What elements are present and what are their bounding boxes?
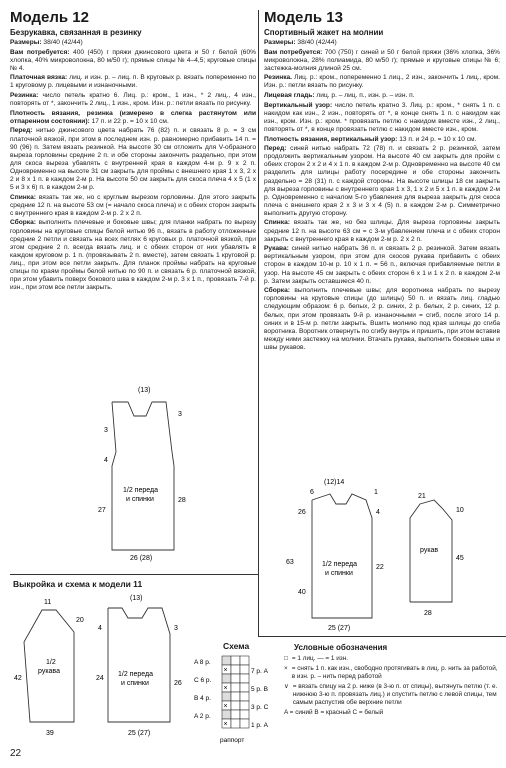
m11-left-measure-1: 4 xyxy=(98,625,102,632)
m12-label-1: 1/2 переда xyxy=(123,487,158,494)
m11-left-measure-2: 24 xyxy=(96,675,104,682)
column-divider xyxy=(258,10,259,636)
scheme-cell xyxy=(240,674,249,683)
m13-label-1: 1/2 переда xyxy=(322,561,357,568)
m13-right-measure-2: 4 xyxy=(376,509,380,516)
model-12-paragraph xyxy=(10,39,256,47)
model-13-subtitle: Спортивный жакет на молнии xyxy=(264,28,384,37)
model-13-paragraph xyxy=(264,74,500,90)
model-13-paragraph-lead: Сборка: xyxy=(264,287,290,295)
model-13-paragraph-lead: Вам потребуется: xyxy=(264,48,323,56)
page-number: 22 xyxy=(10,748,22,759)
model-12-paragraph-text: выполнить плечевые и боковые швы; для планки набрать по вырезу горловины на круговые спицы белой нитью 96 п., вязать в работу отложенные средние 2 петли и связать на всех петлях 6 круговых р. платочной вязкой, при этом средние 2 п. всегда вязать лиц. и с обеих сторон от них убавлять в каждом круговом р. 1 п. (провязывать 2 п. вместе), затем связать 1 круговой р. лиц., при этом все петли закрыть. Для планок проймы набрать на круговые спицы по краям проймы белой нитью по 90 п. и связать 6 р. платочной вязкой, при этом убавить поверх бокового шва в каждом 2-м р. 3 х 1 п., провязать 7-й р. изн., при этом все петли закрыть. xyxy=(10,219,256,292)
model-13-paragraph-lead: Резинка. xyxy=(264,74,293,82)
m11-sleeve-top: 11 xyxy=(44,599,52,606)
scheme-cell xyxy=(222,674,231,683)
scheme-cell xyxy=(222,656,231,665)
model-12-paragraph-lead: Платочная вязка: xyxy=(10,74,68,82)
m12-left-measure-3: 4 xyxy=(104,457,108,464)
model-13-paragraph-text: 700 (750) г синей и 50 г белой пряжи (36% хлопка, 36% микроволокна, 28% полиамида, 80 м/50 г); прямые и круговые спицы № 6; застежка-молния длиной 25 см. xyxy=(264,48,500,72)
section-divider-left xyxy=(10,574,258,575)
scheme-title: Схема xyxy=(223,641,250,651)
scheme-slip-stitch-icon: × xyxy=(223,703,228,710)
scheme-cell xyxy=(231,674,240,683)
legend-item xyxy=(284,683,499,707)
model-12-pattern-diagram xyxy=(90,382,190,562)
model-13-paragraph-lead: Рукава: xyxy=(264,245,289,253)
model-12-paragraph-text: 17 п. и 22 р. = 10 х 10 см. xyxy=(89,117,169,125)
m12-left-measure-1: 3 xyxy=(104,427,108,434)
model-13-paragraph-lead: Вертикальный узор: xyxy=(264,101,333,109)
m13-sleeve-top: 21 xyxy=(418,493,426,500)
m11-sleeve-label-2: рукава xyxy=(38,668,60,675)
model-11-body-diagram xyxy=(86,590,196,740)
legend xyxy=(284,644,499,717)
m12-left-measure-4: 27 xyxy=(98,507,106,514)
model-13-paragraph xyxy=(264,145,500,218)
model-12-paragraph xyxy=(10,92,256,108)
model-12-paragraph-lead: Резинка: xyxy=(10,92,39,100)
model-13-paragraph-text: вязать так же, но без шлицы. Для выреза горловины закрыть средние 12 п. на высоте 63 см = с 3-м убавлением плеча и с обеих сторон закрыть с внутреннего края в каждом 2-м р. 2 х 2 п. xyxy=(264,219,500,243)
model-13-paragraph xyxy=(264,102,500,134)
scheme-cell xyxy=(240,683,249,692)
m11-label-1: 1/2 переда xyxy=(118,671,153,678)
m11-right-measure-1: 26 xyxy=(174,680,182,687)
scheme-row-label-left: A 8 р. xyxy=(194,659,211,666)
m12-bottom-measure: 26 (28) xyxy=(130,555,153,562)
m12-top-measure: (13) xyxy=(138,387,151,394)
model-13-paragraph-lead: Лицевая гладь: xyxy=(264,92,315,100)
m13-left-measure-1: 26 xyxy=(298,509,306,516)
model-12-paragraph-text: число петель кратно 6. Лиц. р.: кром., 1 изн., * 2 лиц., 4 изн., повторять от *, закончить 2 лиц., 1 изн., кром. Изн. р.: петли вязать по рисунку. xyxy=(10,92,256,108)
model-13-paragraph-text: выполнить плечевые швы; для воротника набрать по вырезу горловины на круговые спицы (до шлицы) 50 п. и вязать лиц. гладью следующим образом: 6 р. белых, 2 р. синих, 2 р. белых, 2 р. синих, 12 р. белых, при этом провязать 9-й р. изнаночными = сгиб, после этого 14 р. синих и в 15-м р. петли закрыть. Вшить молнию под края шлицы до сгиба воротника. Воротник отвернуть по сгибу внутрь и пришить, при этом вставив между ними застежку на молнии. Втачать рукава, выполнить боковые швы и швы рукавов. xyxy=(264,287,500,351)
legend-symbol-icon: ∨ xyxy=(284,683,289,690)
model-12-paragraph xyxy=(10,194,256,218)
model-13-paragraph-lead: Размеры: xyxy=(264,39,296,46)
model-13-sleeve-diagram xyxy=(398,490,498,630)
scheme-cell xyxy=(240,719,249,728)
m13-label-2: и спинки xyxy=(325,570,353,577)
scheme-cell xyxy=(222,692,231,701)
model-13-paragraph xyxy=(264,287,500,352)
m13-top-measure: (12)14 xyxy=(324,479,345,486)
model-12-column xyxy=(10,10,256,294)
model-12-paragraph-text: лиц. и изн. р. – лиц. п. В круговых р. вязать попеременно по 1 круговому р. лицевыми и изнаночными. xyxy=(10,74,256,90)
scheme-row-label-right: 3 р. C xyxy=(251,704,269,711)
m12-label-2: и спинки xyxy=(126,496,154,503)
model-13-paragraph-text: лиц. р. – лиц. п., изн. р. – изн. п. xyxy=(314,92,415,100)
section-divider-right xyxy=(258,636,506,637)
model-13-paragraph xyxy=(264,39,500,47)
legend-item xyxy=(284,655,499,663)
legend-item-text: = снять 1 п. как изн., свободно протягивать в лиц. р. нить за работой, в изн. р. – нить перед работой xyxy=(291,665,498,680)
m13-sleeve-h2: 10 xyxy=(456,507,464,514)
model-13-paragraph xyxy=(264,219,500,243)
legend-title: Условные обозначения xyxy=(294,643,388,652)
scheme-cell xyxy=(222,710,231,719)
m11-sleeve-label-1: 1/2 xyxy=(46,659,56,666)
model-13-paragraph xyxy=(264,92,500,100)
m11-top-measure: (13) xyxy=(130,595,143,602)
m13-sleeve-label: рукав xyxy=(420,547,439,554)
model-13-paragraph xyxy=(264,245,500,285)
legend-symbol-icon: □ xyxy=(284,655,288,662)
model-13-paragraph-text: 38/40 (42/44) xyxy=(295,39,337,46)
model-12-subtitle: Безрукавка, связанная в резинку xyxy=(10,28,142,37)
scheme-cell xyxy=(231,701,240,710)
m11-label-2: и спинки xyxy=(121,680,149,687)
model-12-paragraph-lead: Плотность вязания, резинка (измерено в слегка растянутом или отпаренном состоянии): xyxy=(10,109,256,125)
model-13-paragraph-text: 13 п. и 24 р. = 10 х 10 см. xyxy=(397,135,477,143)
scheme-row-label-right: 7 р. A xyxy=(251,668,268,675)
model-12-paragraph-text: 38/40 (42/44) xyxy=(41,39,83,46)
model-13-paragraph-text: синей нитью набрать 36 п. и связать 2 р. резинкой. Затем вязать вертикальным узором, при этом для скосов рукава прибавить с обеих сторон в каждом 10-м р. 10 х 1 п. = 56 п., включая прибавляемые петли в узор. На высоте 45 см закрыть с обеих сторон 6 х 1 и 1 х 2 п. в каждом 2-м р. Затем закрыть оставшиеся 40 п. xyxy=(264,245,500,285)
model-13-pattern-diagram xyxy=(284,474,394,634)
scheme-cell xyxy=(231,656,240,665)
model-12-paragraph-lead: Вам потребуется: xyxy=(10,48,70,56)
m11-sleeve-h2: 20 xyxy=(76,617,84,624)
model-11-sleeve-diagram xyxy=(14,592,84,742)
model-12-paragraph xyxy=(10,127,256,192)
model-12-paragraph xyxy=(10,49,256,73)
model-13-paragraph-lead: Плотность вязания, вертикальный узор: xyxy=(264,135,398,143)
scheme-row-label-left: C 6 р. xyxy=(194,677,212,684)
legend-item xyxy=(284,665,499,681)
scheme-row-label-right: 5 р. B xyxy=(251,686,268,693)
model-13-paragraph-text: число петель кратно 3. Лиц. р.: кром., * снять 1 п. с накидом как изн., 2 изн., повторять от *, в конце снять 1 п. с накидом как изн., кром. Изн. р.: кром. * провязать петлю с накидом вместе изн., 2 лиц., повторять от *, в конце провязать петлю с накидом вместе изн., кром. xyxy=(264,101,500,133)
model-12-paragraph-text: вязать так же, но с круглым вырезом горловины. Для этого закрыть средние 12 п. на высоте 53 см (= начало скоса плеча) и с обеих сторон закрыть с внутреннего края в каждом 2-м р. 2 х 2 п. xyxy=(10,193,256,217)
legend-colors: A = синий B = красный C = белый xyxy=(284,709,384,716)
scheme-slip-stitch-icon: × xyxy=(223,721,228,728)
m13-left-measure-2: 63 xyxy=(286,559,294,566)
legend-item-text: = 1 лиц. — = 1 изн. xyxy=(291,655,349,662)
model-12-paragraph-text: 400 (450) г пряжи джинсового цвета и 50 г белой (60% хлопка, 40% микроволокна, 80 м/50 г); прямые спицы № 4–4,5; круговые спицы № 4. xyxy=(10,48,256,72)
scheme-slip-stitch-icon: × xyxy=(223,685,228,692)
m11-sleeve-h1: 42 xyxy=(14,675,22,682)
m11-bottom-measure: 25 (27) xyxy=(128,730,151,737)
m13-top-measure-3: 1 xyxy=(374,489,378,496)
model-13-paragraph xyxy=(264,136,500,144)
model-13-paragraph xyxy=(264,49,500,73)
model-12-paragraph xyxy=(10,74,256,90)
m12-right-measure-2: 3 xyxy=(178,411,182,418)
m13-right-measure-1: 22 xyxy=(376,564,384,571)
legend-symbol-icon: × xyxy=(284,665,288,672)
scheme-cell xyxy=(240,710,249,719)
knitting-scheme xyxy=(192,652,282,748)
scheme-cell xyxy=(240,692,249,701)
scheme-cell xyxy=(240,665,249,674)
scheme-cell xyxy=(231,683,240,692)
m13-left-measure-4: 40 xyxy=(298,589,306,596)
model-13-paragraph-text: синей нитью набрать 72 (78) п. и связать 2 р. резинкой, затем продолжить вертикальным узором. На высоте 40 см закрыть для пройм с обеих сторон 2 х 2 и 4 х 1 п. в каждом 2-м р. Одновременно на высоте 40 см разделить для шлицы работу посередине и обе стороны закончить раздельно = 28 (31) п. с каждой стороны. На высоте шлицы 18 см закрыть для выреза горловины с внутреннего края 1 х 3, 1 х 2 и 5 х 1 п. в каждом 2-м р. Одновременно с началом 5-го убавления для выреза закрыть для скоса плеча с внешнего края 2 х 3 и 3 х 4 (5) п. в каждом 2-м р. Симметрично выполнить другую сторону. xyxy=(264,145,500,217)
model-12-paragraph xyxy=(10,219,256,292)
model-13-paragraph-text: Лиц. р.: кром., попеременно 1 лиц., 2 изн., закончить 1 лиц., кром. Изн. р.: петли вязать по рисунку. xyxy=(264,74,500,90)
scheme-cell xyxy=(240,701,249,710)
m11-sleeve-bottom: 39 xyxy=(46,730,54,737)
m11-right-measure-2: 3 xyxy=(174,625,178,632)
m13-sleeve-bottom: 28 xyxy=(424,610,432,617)
model-13-paragraph-lead: Спинка: xyxy=(264,219,290,227)
scheme-cell xyxy=(240,656,249,665)
legend-item-text: = вязать спицу на 2 р. ниже (в 3-ю п. от спицы), вытянуть петлю (т. е. нижнюю 3-ю п. провязать лиц.) и спустить петлю с левой спицы, тем самым распустив обе верхние петли xyxy=(292,683,498,706)
model-12-paragraph-lead: Размеры: xyxy=(10,39,42,46)
scheme-rapport-label: раппорт xyxy=(220,737,245,744)
model-12-paragraph-lead: Спинка: xyxy=(10,193,36,201)
model-12-paragraph-lead: Сборка: xyxy=(10,219,36,227)
model-12-paragraph-lead: Перед: xyxy=(10,127,33,135)
m13-sleeve-h1: 45 xyxy=(456,555,464,562)
scheme-cell xyxy=(231,719,240,728)
model-11-section-title: Выкройка и схема к модели 11 xyxy=(13,579,143,589)
scheme-row-label-left: A 2 р. xyxy=(194,713,211,720)
model-12-paragraph xyxy=(10,110,256,126)
model-13-column xyxy=(264,10,500,353)
scheme-row-label-left: B 4 р. xyxy=(194,695,211,702)
scheme-slip-stitch-icon: × xyxy=(223,667,228,674)
m12-right-measure-1: 28 xyxy=(178,497,186,504)
model-12-title: Модель 12 xyxy=(10,9,89,26)
m13-top-measure-2: 6 xyxy=(310,489,314,496)
m13-bottom-measure: 25 (27) xyxy=(328,625,351,632)
model-13-title: Модель 13 xyxy=(264,9,343,26)
model-12-paragraph-text: нитью джинсового цвета набрать 76 (82) п. и связать 8 р. = 3 см платочной вязкой, при этом в последнем изн. р. равномерно прибавить 14 п. = 90 (96) п. Затем вязать резинкой. На высоте 30 см отложить для V-образного выреза горловины средние 2 п. и обе стороны закончить раздельно, при этом для скоса выреза убавлять с внутренней края в каждом 4-м р. 9 х 2 п. Одновременно на высоте 31 см закрыть для проймы с внешнего края 1 х 3, 2 х 2 и 8 х 1 п. в каждом 2-м р. На высоте 50 см закрыть для скоса плеча 4 х 5 (1 х 5 и 3 х 6) п. в каждом 2-м р. xyxy=(10,127,256,192)
model-13-paragraph-lead: Перед: xyxy=(264,145,287,153)
scheme-cell xyxy=(231,692,240,701)
scheme-row-label-right: 1 р. A xyxy=(251,722,268,729)
scheme-cell xyxy=(231,710,240,719)
scheme-cell xyxy=(231,665,240,674)
